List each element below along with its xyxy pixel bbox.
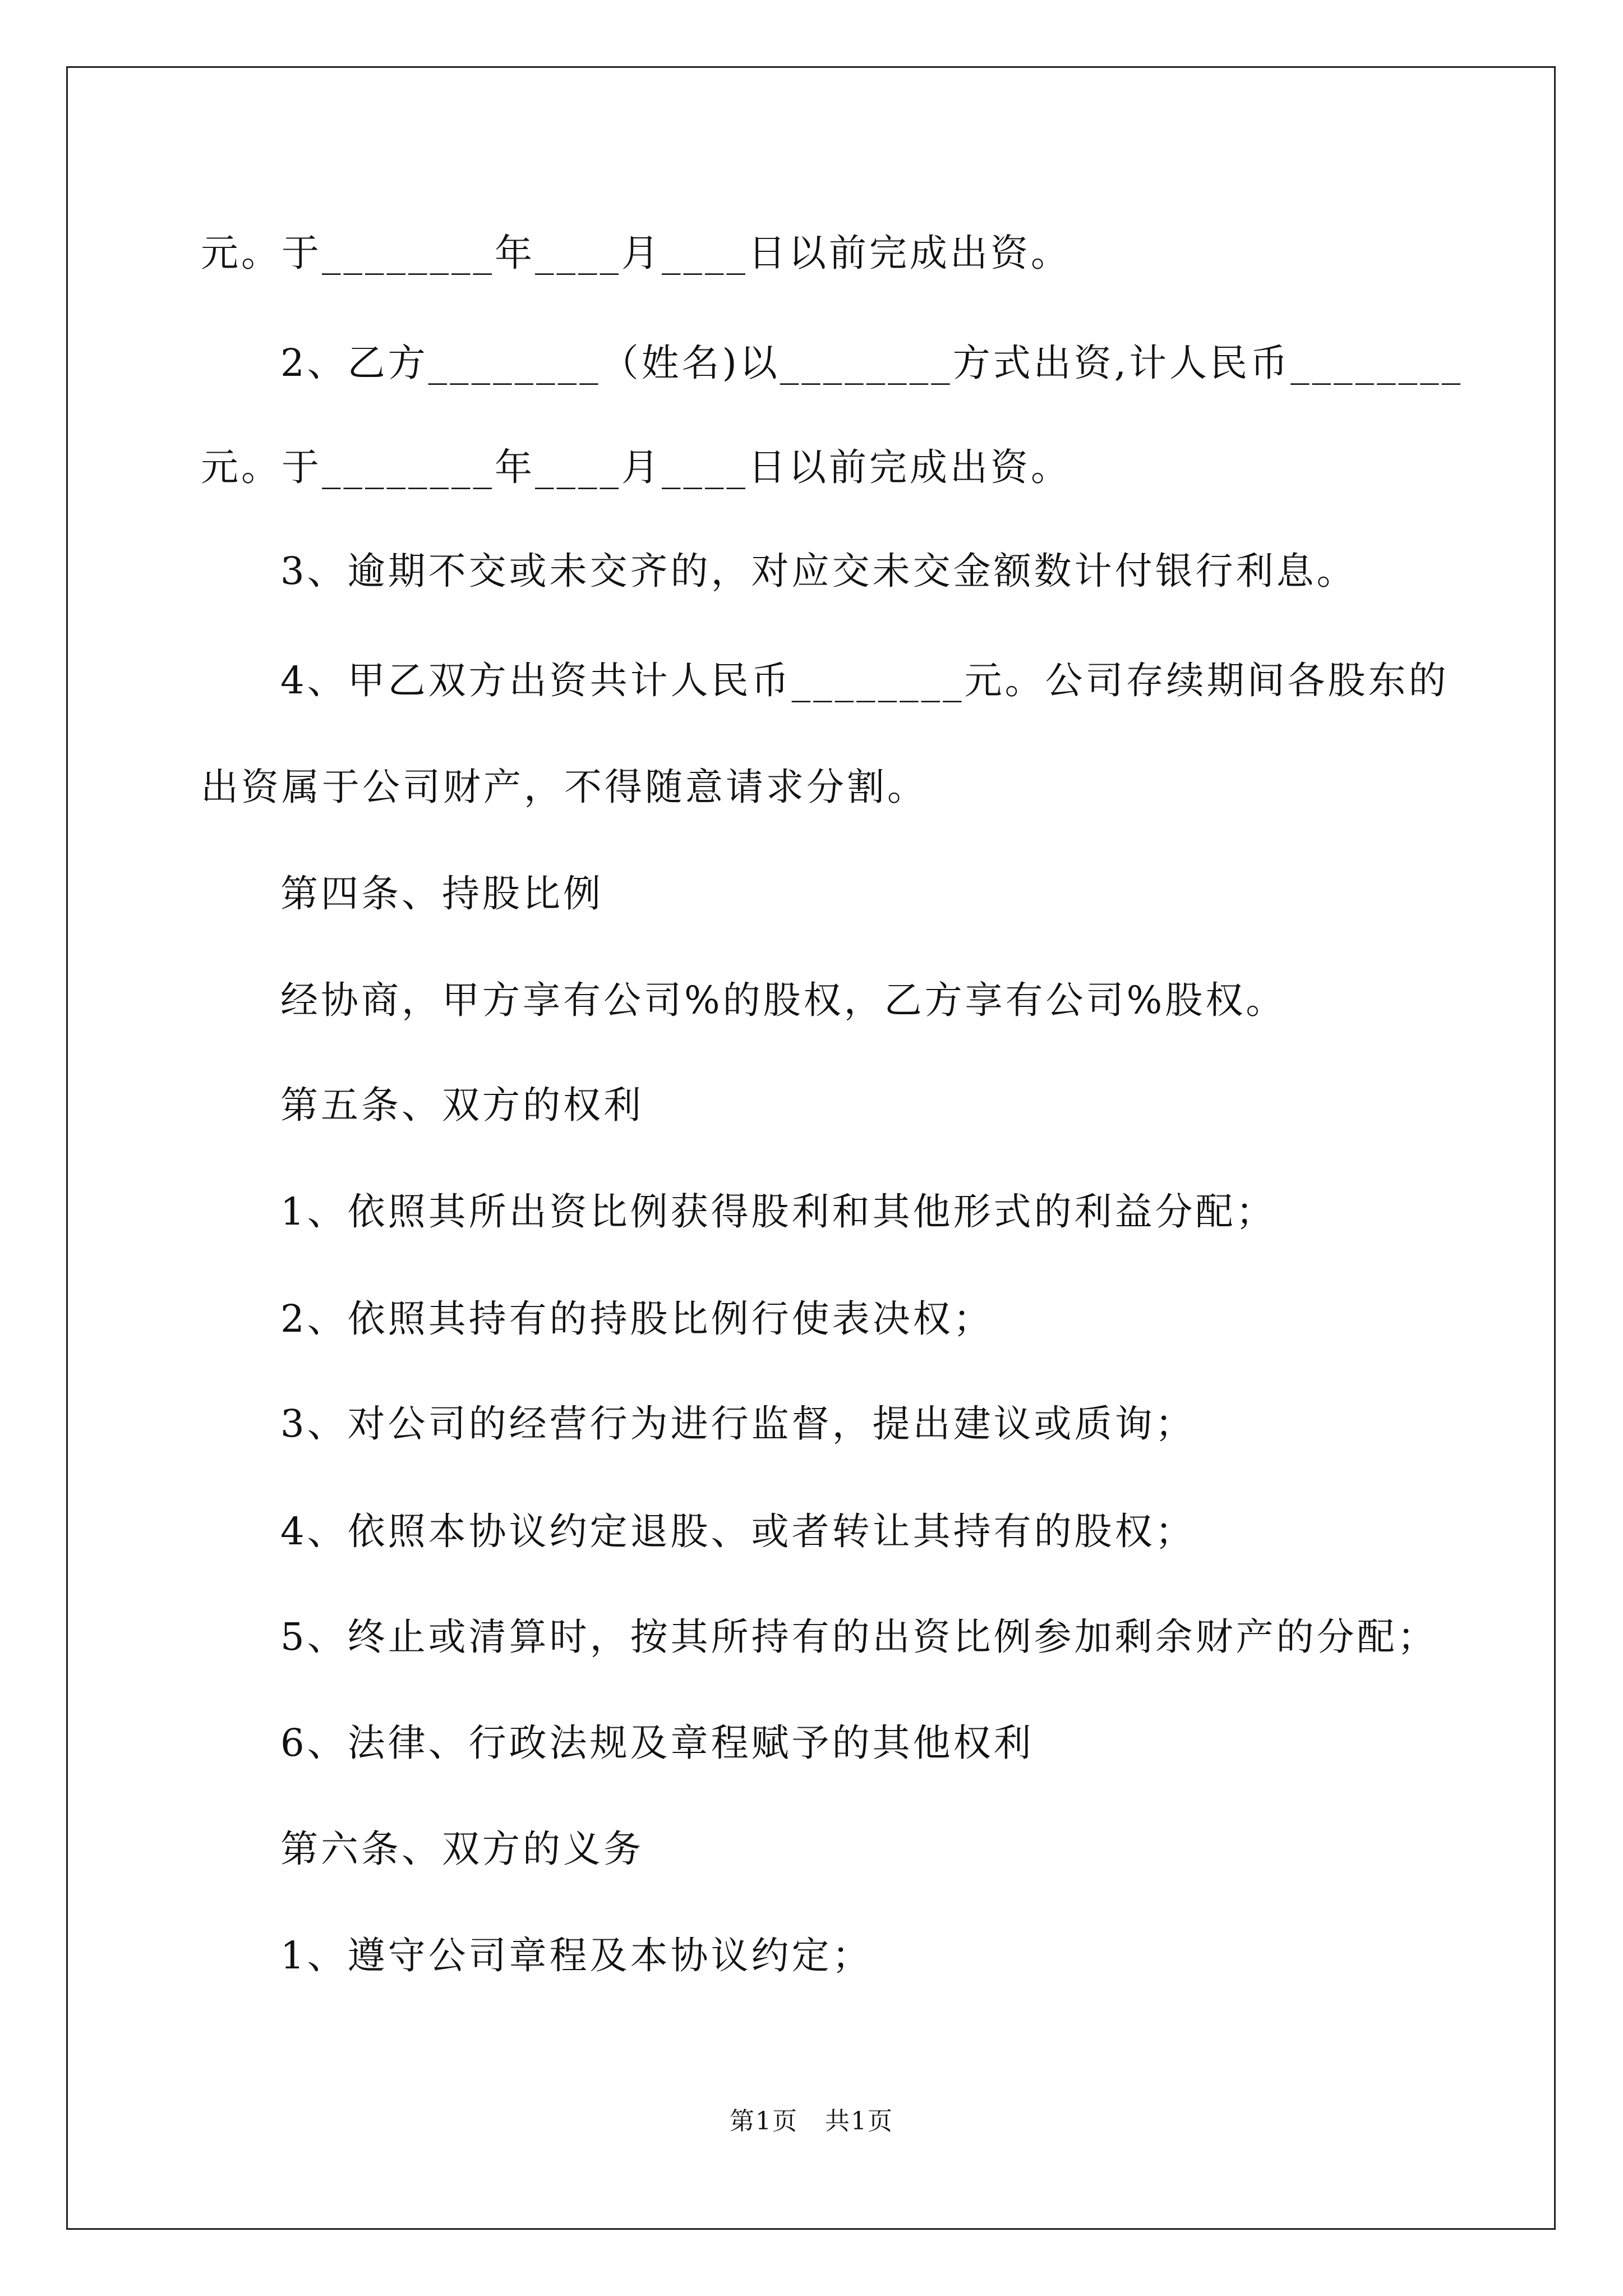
text-line: 6、法律、行政法规及章程赋予的其他权利 bbox=[280, 1721, 1034, 1765]
text-line: 3、对公司的经营行为进行监督，提出建议或质询； bbox=[280, 1402, 1196, 1446]
text-line: 5、终止或清算时，按其所持有的出资比例参加剩余财产的分配； bbox=[280, 1615, 1438, 1659]
text-line: 2、乙方________（姓名)以________方式出资,计人民币________ bbox=[280, 341, 1464, 385]
text-line: 元。于________年____月____日以前完成出资。 bbox=[201, 231, 1071, 275]
text-line: 3、逾期不交或未交齐的，对应交未交金额数计付银行利息。 bbox=[280, 549, 1357, 593]
text-line: 4、依照本协议约定退股、或者转让其持有的股权； bbox=[280, 1510, 1196, 1553]
text-line: 1、依照其所出资比例获得股利和其他形式的利益分配； bbox=[280, 1190, 1276, 1234]
text-line: 出资属于公司财产，不得随意请求分割。 bbox=[201, 765, 928, 809]
text-line: 经协商，甲方享有公司%的股权，乙方享有公司%股权。 bbox=[280, 978, 1287, 1022]
text-line: 4、甲乙双方出资共计人民币________元。公司存续期间各股东的 bbox=[280, 659, 1449, 702]
page-footer: 第1页 共1页 bbox=[730, 2107, 893, 2136]
section-heading: 第四条、持股比例 bbox=[280, 872, 603, 915]
text-line: 1、遵守公司章程及本协议约定； bbox=[280, 1934, 873, 1977]
text-line: 元。于________年____月____日以前完成出资。 bbox=[201, 445, 1071, 489]
text-line: 2、依照其持有的持股比例行使表决权； bbox=[280, 1297, 994, 1341]
section-heading: 第六条、双方的义务 bbox=[280, 1827, 644, 1871]
page-frame bbox=[66, 66, 1556, 2230]
section-heading: 第五条、双方的权利 bbox=[280, 1083, 644, 1127]
